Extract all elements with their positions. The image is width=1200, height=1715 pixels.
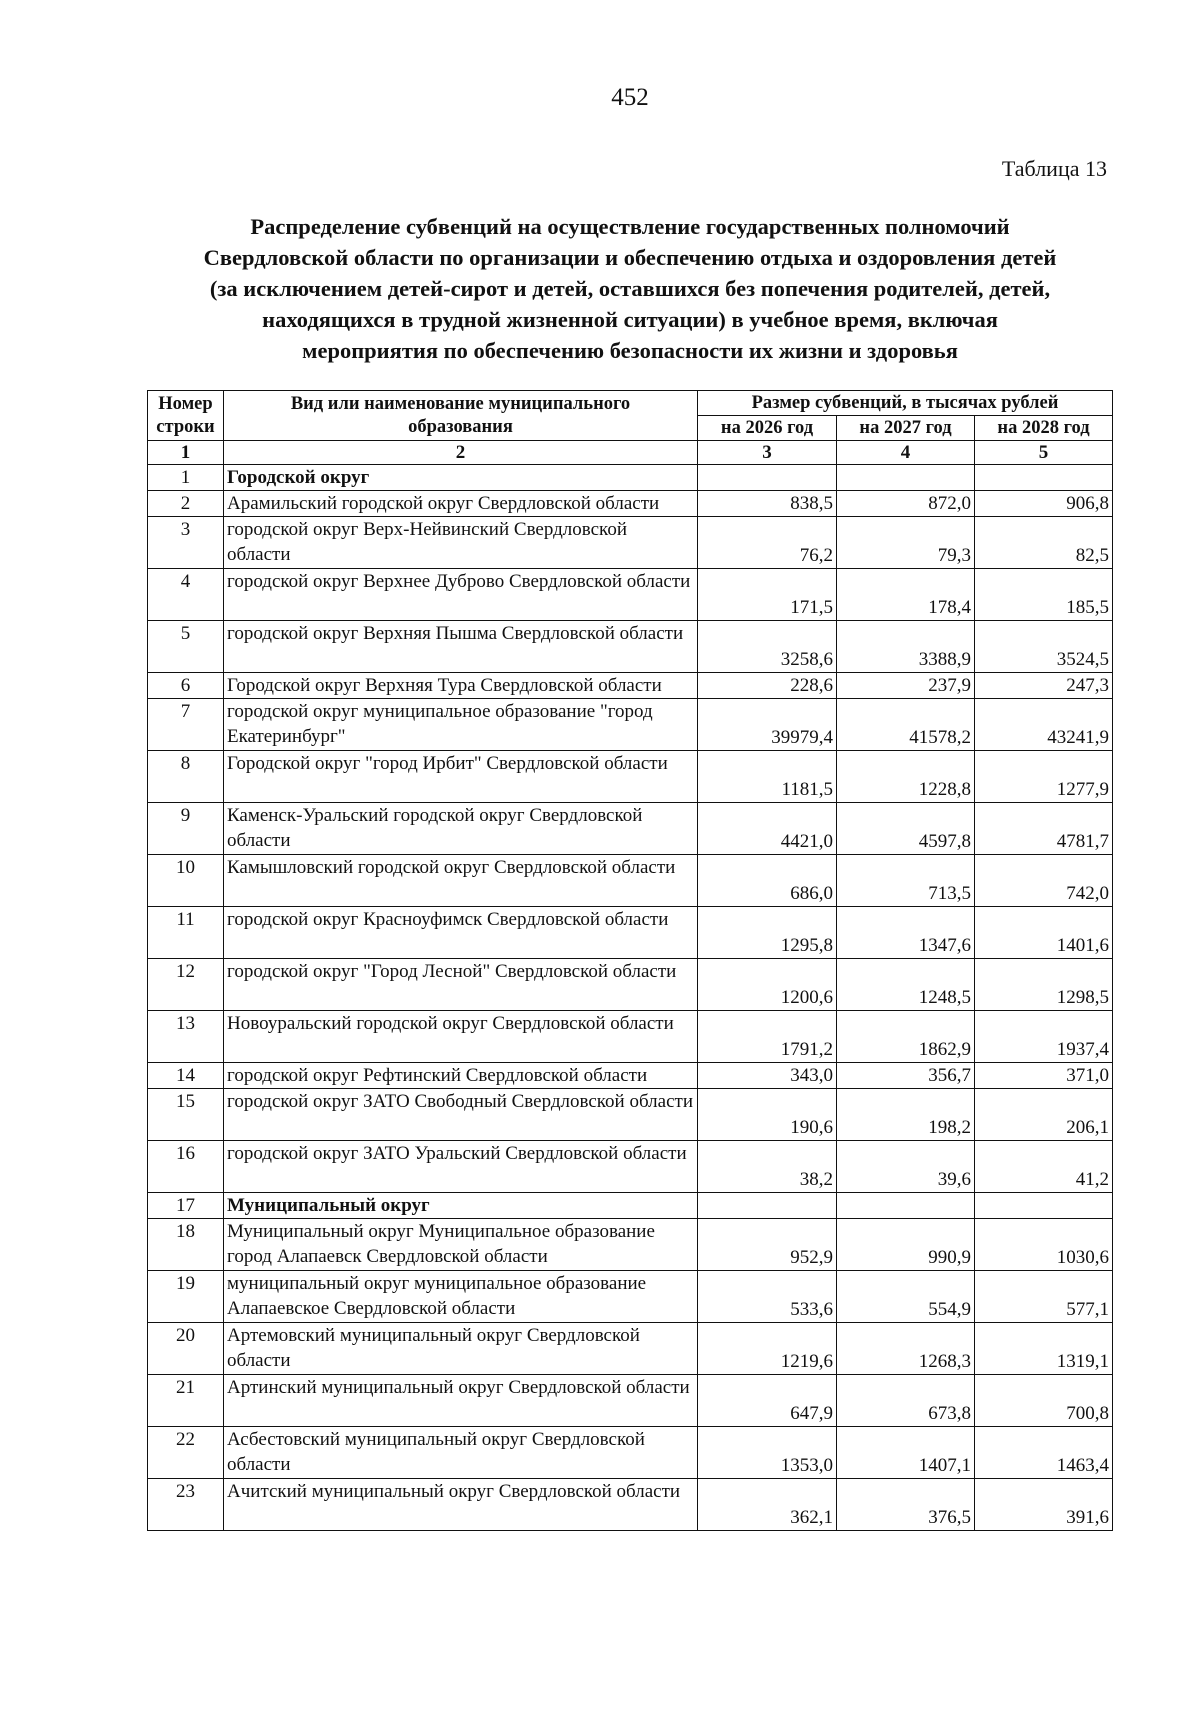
header-name [224, 391, 698, 441]
row-number-cell: 23 [148, 1479, 224, 1531]
amount-2027-cell: 237,9 [837, 673, 975, 699]
amount-2027-cell: 79,3 [837, 517, 975, 569]
table-row [148, 959, 1113, 1011]
amount-2028-cell: 1319,1 [975, 1323, 1113, 1375]
amount-2027-cell [837, 465, 975, 491]
amount-2026-cell: 190,6 [698, 1089, 837, 1141]
table-row [148, 1141, 1113, 1193]
row-number-cell: 11 [148, 907, 224, 959]
amount-2026-cell: 686,0 [698, 855, 837, 907]
header-year-2028: на 2028 год [975, 416, 1113, 441]
amount-2026-cell: 952,9 [698, 1219, 837, 1271]
municipality-name-cell: городской округ Рефтинский Свердловской области [224, 1063, 698, 1089]
table-row [148, 517, 1113, 569]
column-number: 4 [837, 441, 975, 465]
amount-2028-cell: 1030,6 [975, 1219, 1113, 1271]
table-row [148, 1479, 1113, 1531]
header-amount-group: Размер субвенций, в тысячах рублей [698, 391, 1113, 416]
amount-2026-cell: 1295,8 [698, 907, 837, 959]
municipality-name-cell: Городской округ [224, 465, 698, 491]
amount-2028-cell: 1463,4 [975, 1427, 1113, 1479]
row-number-cell: 19 [148, 1271, 224, 1323]
table-group-row [148, 465, 1113, 491]
amount-2027-cell: 1407,1 [837, 1427, 975, 1479]
row-number-cell: 4 [148, 569, 224, 621]
amount-2026-cell: 1181,5 [698, 751, 837, 803]
table-label: Таблица 13 [1001, 156, 1107, 181]
header-name-line1: Вид или наименование муниципального [290, 393, 631, 414]
municipality-name-cell: городской округ Красноуфимск Свердловской области [224, 907, 698, 959]
row-number-cell: 17 [148, 1193, 224, 1219]
municipality-name-cell: Новоуральский городской округ Свердловской области [224, 1011, 698, 1063]
table-row [148, 1375, 1113, 1427]
row-number-cell: 5 [148, 621, 224, 673]
amount-2027-cell: 39,6 [837, 1141, 975, 1193]
amount-2027-cell: 41578,2 [837, 699, 975, 751]
row-number-cell: 9 [148, 803, 224, 855]
municipality-name-cell: муниципальный округ муниципальное образование Алапаевское Свердловской области [224, 1271, 698, 1323]
amount-2026-cell: 533,6 [698, 1271, 837, 1323]
amount-2026-cell: 228,6 [698, 673, 837, 699]
row-number-cell: 20 [148, 1323, 224, 1375]
municipality-name-cell: Городской округ Верхняя Тура Свердловской области [224, 673, 698, 699]
row-number-cell: 6 [148, 673, 224, 699]
amount-2027-cell: 1228,8 [837, 751, 975, 803]
table-row [148, 751, 1113, 803]
amount-2027-cell: 178,4 [837, 569, 975, 621]
amount-2028-cell: 206,1 [975, 1089, 1113, 1141]
amount-2026-cell: 362,1 [698, 1479, 837, 1531]
title-line: находящихся в трудной жизненной ситуации) в учебное время, включая [262, 307, 998, 332]
municipality-name-cell: городской округ ЗАТО Свободный Свердловской области [224, 1089, 698, 1141]
column-numbers-row [148, 441, 1113, 465]
municipality-name-cell: Каменск-Уральский городской округ Свердловской области [224, 803, 698, 855]
header-year-2027: на 2027 год [837, 416, 975, 441]
table-body [148, 465, 1113, 1531]
amount-2028-cell: 700,8 [975, 1375, 1113, 1427]
row-number-cell: 13 [148, 1011, 224, 1063]
amount-2028-cell: 742,0 [975, 855, 1113, 907]
row-number-cell: 14 [148, 1063, 224, 1089]
municipality-name-cell: городской округ Верхнее Дуброво Свердловской области [224, 569, 698, 621]
amount-2026-cell: 39979,4 [698, 699, 837, 751]
table-row [148, 1323, 1113, 1375]
row-number-cell: 22 [148, 1427, 224, 1479]
header-row-number-line2: строки [156, 416, 215, 437]
document-title [150, 211, 1110, 366]
row-number-cell: 10 [148, 855, 224, 907]
column-number: 1 [148, 441, 224, 465]
amount-2028-cell: 1277,9 [975, 751, 1113, 803]
amount-2026-cell: 647,9 [698, 1375, 837, 1427]
header-year-2026: на 2026 год [698, 416, 837, 441]
amount-2028-cell [975, 1193, 1113, 1219]
table-row [148, 1271, 1113, 1323]
municipality-name-cell: городской округ Верх-Нейвинский Свердловской области [224, 517, 698, 569]
municipality-name-cell: городской округ муниципальное образование "город Екатеринбург" [224, 699, 698, 751]
amount-2028-cell: 1401,6 [975, 907, 1113, 959]
amount-2026-cell: 4421,0 [698, 803, 837, 855]
amount-2028-cell: 247,3 [975, 673, 1113, 699]
amount-2026-cell: 76,2 [698, 517, 837, 569]
municipality-name-cell: Муниципальный округ Муниципальное образование город Алапаевск Свердловской области [224, 1219, 698, 1271]
column-number: 3 [698, 441, 837, 465]
municipality-name-cell: Муниципальный округ [224, 1193, 698, 1219]
table-group-row [148, 1193, 1113, 1219]
amount-2028-cell: 4781,7 [975, 803, 1113, 855]
table-row [148, 803, 1113, 855]
row-number-cell: 2 [148, 491, 224, 517]
amount-2026-cell [698, 1193, 837, 1219]
amount-2026-cell: 343,0 [698, 1063, 837, 1089]
amount-2028-cell: 3524,5 [975, 621, 1113, 673]
title-line: Распределение субвенций на осуществление государственных полномочий [250, 214, 1010, 239]
amount-2028-cell [975, 465, 1113, 491]
table-row [148, 1011, 1113, 1063]
header-row-number [148, 391, 224, 441]
amount-2027-cell: 673,8 [837, 1375, 975, 1427]
row-number-cell: 18 [148, 1219, 224, 1271]
title-line: Свердловской области по организации и обеспечению отдыха и оздоровления детей [203, 245, 1057, 270]
amount-2027-cell: 990,9 [837, 1219, 975, 1271]
amount-2026-cell: 838,5 [698, 491, 837, 517]
municipality-name-cell: Камышловский городской округ Свердловской области [224, 855, 698, 907]
subvention-table [147, 390, 1113, 1531]
municipality-name-cell: Ачитский муниципальный округ Свердловской области [224, 1479, 698, 1531]
table-row [148, 855, 1113, 907]
amount-2026-cell: 1353,0 [698, 1427, 837, 1479]
municipality-name-cell: Артинский муниципальный округ Свердловской области [224, 1375, 698, 1427]
amount-2028-cell: 906,8 [975, 491, 1113, 517]
amount-2027-cell: 3388,9 [837, 621, 975, 673]
header-row-number-line1: Номер [158, 393, 213, 414]
amount-2027-cell: 1268,3 [837, 1323, 975, 1375]
title-line: мероприятия по обеспечению безопасности их жизни и здоровья [302, 338, 958, 363]
amount-2028-cell: 185,5 [975, 569, 1113, 621]
row-number-cell: 7 [148, 699, 224, 751]
amount-2028-cell: 577,1 [975, 1271, 1113, 1323]
column-number: 5 [975, 441, 1113, 465]
row-number-cell: 16 [148, 1141, 224, 1193]
table-row [148, 673, 1113, 699]
amount-2028-cell: 391,6 [975, 1479, 1113, 1531]
table-row [148, 907, 1113, 959]
amount-2028-cell: 1298,5 [975, 959, 1113, 1011]
amount-2027-cell: 1347,6 [837, 907, 975, 959]
amount-2026-cell: 171,5 [698, 569, 837, 621]
amount-2027-cell: 713,5 [837, 855, 975, 907]
table-row [148, 569, 1113, 621]
amount-2028-cell: 41,2 [975, 1141, 1113, 1193]
table-row [148, 1089, 1113, 1141]
table-row [148, 491, 1113, 517]
table-row [148, 699, 1113, 751]
municipality-name-cell: Артемовский муниципальный округ Свердловской области [224, 1323, 698, 1375]
amount-2026-cell: 1791,2 [698, 1011, 837, 1063]
amount-2027-cell: 4597,8 [837, 803, 975, 855]
row-number-cell: 12 [148, 959, 224, 1011]
municipality-name-cell: городской округ ЗАТО Уральский Свердловской области [224, 1141, 698, 1193]
amount-2027-cell: 376,5 [837, 1479, 975, 1531]
municipality-name-cell: Асбестовский муниципальный округ Свердловской области [224, 1427, 698, 1479]
amount-2027-cell: 198,2 [837, 1089, 975, 1141]
table-row [148, 621, 1113, 673]
amount-2028-cell: 43241,9 [975, 699, 1113, 751]
amount-2028-cell: 82,5 [975, 517, 1113, 569]
table-row [148, 1063, 1113, 1089]
amount-2027-cell [837, 1193, 975, 1219]
amount-2028-cell: 371,0 [975, 1063, 1113, 1089]
header-name-line2: образования [408, 416, 513, 437]
amount-2027-cell: 1862,9 [837, 1011, 975, 1063]
amount-2026-cell: 1219,6 [698, 1323, 837, 1375]
amount-2026-cell [698, 465, 837, 491]
amount-2026-cell: 1200,6 [698, 959, 837, 1011]
row-number-cell: 8 [148, 751, 224, 803]
amount-2027-cell: 554,9 [837, 1271, 975, 1323]
row-number-cell: 3 [148, 517, 224, 569]
table-row [148, 1427, 1113, 1479]
amount-2027-cell: 1248,5 [837, 959, 975, 1011]
municipality-name-cell: Арамильский городской округ Свердловской области [224, 491, 698, 517]
column-number: 2 [224, 441, 698, 465]
title-line: (за исключением детей-сирот и детей, оставшихся без попечения родителей, детей, [209, 276, 1051, 301]
amount-2028-cell: 1937,4 [975, 1011, 1113, 1063]
amount-2026-cell: 3258,6 [698, 621, 837, 673]
row-number-cell: 15 [148, 1089, 224, 1141]
amount-2027-cell: 872,0 [837, 491, 975, 517]
page-number: 452 [611, 84, 649, 111]
municipality-name-cell: Городской округ "город Ирбит" Свердловской области [224, 751, 698, 803]
amount-2026-cell: 38,2 [698, 1141, 837, 1193]
municipality-name-cell: городской округ "Город Лесной" Свердловской области [224, 959, 698, 1011]
municipality-name-cell: городской округ Верхняя Пышма Свердловской области [224, 621, 698, 673]
table-row [148, 1219, 1113, 1271]
row-number-cell: 21 [148, 1375, 224, 1427]
row-number-cell: 1 [148, 465, 224, 491]
amount-2027-cell: 356,7 [837, 1063, 975, 1089]
